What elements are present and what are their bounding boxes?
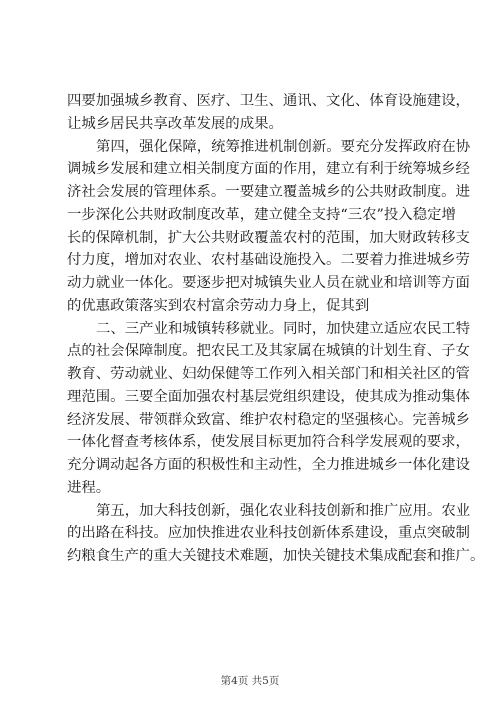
page-number-footer: 第4页 共5页 <box>220 675 280 687</box>
text-line: 一步深化公共财政制度改革，建立健全支持“三农”投入稳定增 <box>67 206 456 223</box>
text-line: 一体化督查考核体系，使发展目标更加符合科学发展观的要求， <box>67 434 470 451</box>
text-line: 第五，加大科技创新，强化农业科技创新和推广应用。农业 <box>96 502 471 519</box>
text-line: 第四，强化保障，统筹推进机制创新。要充分发挥政府在协 <box>96 138 471 155</box>
text-line: 的出路在科技。应加快推进农业科技创新体系建设，重点突破制 <box>67 525 470 542</box>
text-line: 约粮食生产的重大关键技术难题，加快关键技术集成配套和推广。 <box>67 548 485 564</box>
text-line: 二、三产业和城镇转移就业。同时，加快建立适应农民工特 <box>96 320 471 337</box>
text-line: 长的保障机制，扩大公共财政覆盖农村的范围，加大财政转移支 <box>67 229 470 246</box>
text-line: 点的社会保障制度。把农民工及其家属在城镇的计划生育、子女 <box>67 343 470 360</box>
text-line: 教育、劳动就业、妇幼保健等工作列入相关部门和相关社区的管 <box>67 366 470 382</box>
text-line: 的优惠政策落实到农村富余劳动力身上，促其到 <box>67 297 370 314</box>
text-line: 动力就业一体化。要逐步把对城镇失业人员在就业和培训等方面 <box>67 275 470 291</box>
text-line: 充分调动起各方面的积极性和主动性，全力推进城乡一体化建设 <box>67 457 470 473</box>
text-line: 让城乡居民共享改革发展的成果。 <box>67 115 283 132</box>
text-line: 理范围。三要全面加强农村基层党组织建设，使其成为推动集体 <box>67 388 470 405</box>
document-body <box>67 90 485 568</box>
text-line: 付力度，增加对农业、农村基础设施投入。二要着力推进城乡劳 <box>67 252 470 269</box>
paragraph <box>67 318 471 500</box>
text-line: 调城乡发展和建立相关制度方面的作用，建立有利于统筹城乡经 <box>67 161 470 178</box>
paragraph <box>67 90 470 136</box>
text-line: 经济发展、带领群众致富、维护农村稳定的坚强核心。完善城乡 <box>67 411 470 428</box>
paragraph <box>67 136 471 318</box>
text-line: 进程。 <box>67 479 111 496</box>
text-line: 四要加强城乡教育、医疗、卫生、通讯、文化、体育设施建设， <box>67 93 470 109</box>
paragraph <box>67 500 485 568</box>
text-line: 济社会发展的管理体系。一要建立覆盖城乡的公共财政制度。进 <box>67 184 470 200</box>
